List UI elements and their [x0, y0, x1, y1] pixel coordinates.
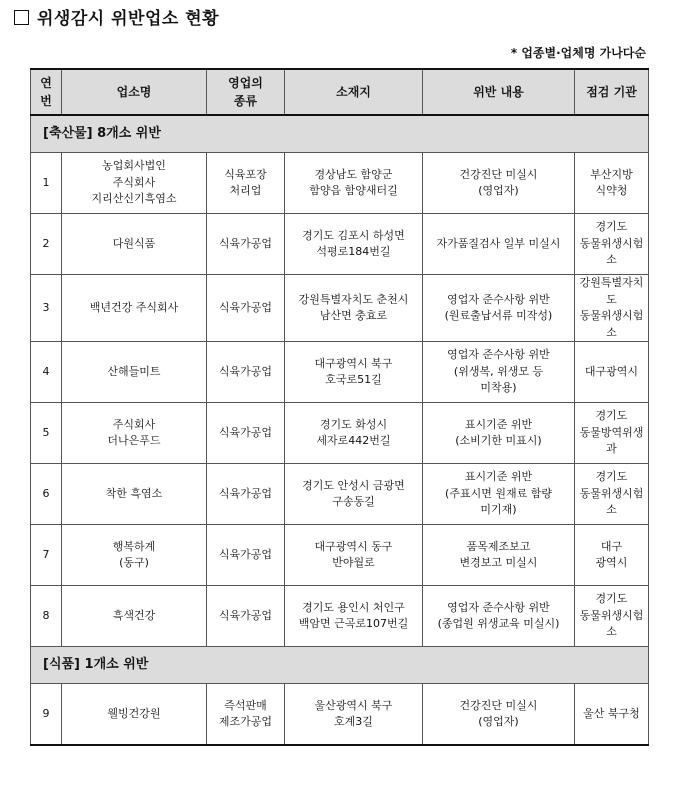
cell-type: 식육포장 처리업: [207, 153, 285, 214]
section-label: [식품] 1개소 위반: [31, 647, 649, 684]
cell-violation: 영업자 준수사항 위반 (원료출납서류 미작성): [423, 275, 575, 342]
section-label: [축산물] 8개소 위반: [31, 115, 649, 153]
cell-agency: 경기도 동물위생시험소: [575, 214, 649, 275]
cell-violation: 품목제조보고 변경보고 미실시: [423, 525, 575, 586]
col-header-name: 업소명: [62, 69, 207, 115]
checkbox-square-icon: [14, 10, 29, 25]
cell-no: 3: [31, 275, 62, 342]
cell-address: 강원특별자치도 춘천시 남산면 충효로: [285, 275, 423, 342]
cell-violation: 건강진단 미실시 (영업자): [423, 684, 575, 746]
cell-agency: 울산 북구청: [575, 684, 649, 746]
cell-address: 경기도 김포시 하성면 석평로184번길: [285, 214, 423, 275]
section-row: [31, 647, 649, 684]
cell-type: 식육가공업: [207, 214, 285, 275]
cell-agency: 강원특별자치도 동물위생시험소: [575, 275, 649, 342]
cell-name: 주식회사 더나은푸드: [62, 403, 207, 464]
cell-type: 식육가공업: [207, 342, 285, 403]
cell-violation: 표시기준 위반 (주표시면 원재료 함량 미기재): [423, 464, 575, 525]
table-row: [31, 275, 649, 342]
cell-agency: 경기도 동물위생시험소: [575, 464, 649, 525]
cell-violation: 건강진단 미실시 (영업자): [423, 153, 575, 214]
cell-name: 농업회사법인 주식회사 지리산신기흑염소: [62, 153, 207, 214]
cell-address: 울산광역시 북구 호계3길: [285, 684, 423, 746]
table-row: [31, 214, 649, 275]
table-row: [31, 403, 649, 464]
cell-name: 흑색건강: [62, 586, 207, 647]
page-title: [14, 4, 219, 29]
cell-name: 웰빙건강원: [62, 684, 207, 746]
cell-agency: 대구광역시: [575, 342, 649, 403]
cell-type: 즉석판매 제조가공업: [207, 684, 285, 746]
cell-agency: 경기도 동물위생시험소: [575, 586, 649, 647]
table-row: [31, 342, 649, 403]
sort-note: * 업종별·업체명 가나다순: [510, 46, 646, 60]
table-row: [31, 525, 649, 586]
col-header-agency: 점검 기관: [575, 69, 649, 115]
cell-type: 식육가공업: [207, 586, 285, 647]
table-row: [31, 586, 649, 647]
col-header-type: 영업의 종류: [207, 69, 285, 115]
table-row: [31, 684, 649, 746]
section-row: [31, 115, 649, 153]
violation-table: [30, 68, 649, 746]
cell-no: 2: [31, 214, 62, 275]
cell-address: 경기도 안성시 금광면 구송동길: [285, 464, 423, 525]
cell-address: 대구광역시 동구 반야월로: [285, 525, 423, 586]
cell-address: 경기도 용인시 처인구 백암면 근곡로107번길: [285, 586, 423, 647]
cell-no: 9: [31, 684, 62, 746]
cell-no: 8: [31, 586, 62, 647]
cell-violation: 표시기준 위반 (소비기한 미표시): [423, 403, 575, 464]
cell-type: 식육가공업: [207, 275, 285, 342]
cell-address: 경상남도 함양군 함양읍 함양새터길: [285, 153, 423, 214]
cell-type: 식육가공업: [207, 403, 285, 464]
cell-violation: 영업자 준수사항 위반 (위생복, 위생모 등 미착용): [423, 342, 575, 403]
cell-no: 5: [31, 403, 62, 464]
cell-agency: 부산지방 식약청: [575, 153, 649, 214]
cell-violation: 자가품질검사 일부 미실시: [423, 214, 575, 275]
cell-address: 대구광역시 북구 호국로51길: [285, 342, 423, 403]
table-row: [31, 464, 649, 525]
cell-address: 경기도 화성시 세자로442번길: [285, 403, 423, 464]
cell-no: 1: [31, 153, 62, 214]
cell-violation: 영업자 준수사항 위반 (종업원 위생교육 미실시): [423, 586, 575, 647]
col-header-no: 연 번: [31, 69, 62, 115]
cell-agency: 대구 광역시: [575, 525, 649, 586]
title-text: 위생감시 위반업소 현황: [37, 9, 220, 29]
cell-no: 7: [31, 525, 62, 586]
cell-agency: 경기도 동물방역위생과: [575, 403, 649, 464]
table-body: [31, 115, 649, 745]
cell-name: 백년건강 주식회사: [62, 275, 207, 342]
cell-name: 착한 흑염소: [62, 464, 207, 525]
cell-name: 행복하계 (동구): [62, 525, 207, 586]
table-row: [31, 153, 649, 214]
cell-name: 다원식품: [62, 214, 207, 275]
col-header-address: 소재지: [285, 69, 423, 115]
cell-no: 6: [31, 464, 62, 525]
cell-type: 식육가공업: [207, 525, 285, 586]
table-header-row: [31, 69, 649, 115]
cell-type: 식육가공업: [207, 464, 285, 525]
cell-name: 산해들미트: [62, 342, 207, 403]
col-header-violation: 위반 내용: [423, 69, 575, 115]
cell-no: 4: [31, 342, 62, 403]
